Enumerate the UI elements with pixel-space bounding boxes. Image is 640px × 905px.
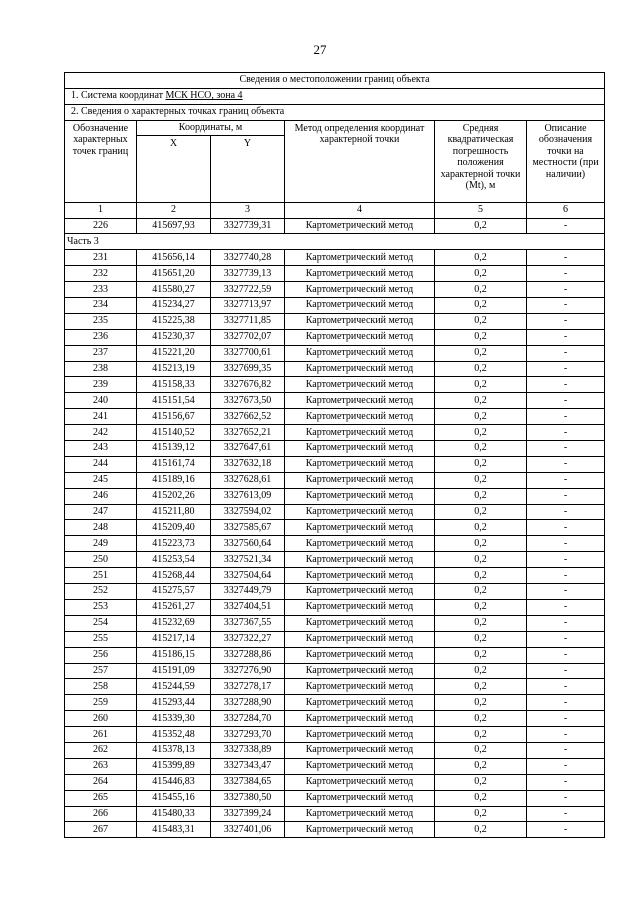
table-row [65, 568, 605, 584]
table-cell: - [527, 250, 605, 266]
table-row [65, 742, 605, 758]
table-cell: 4 [285, 202, 435, 218]
table-cell: 0,2 [435, 631, 527, 647]
table-cell: - [527, 345, 605, 361]
table-cell: Картометрический метод [285, 456, 435, 472]
table-cell: 0,2 [435, 218, 527, 234]
table-cell: 415158,33 [137, 377, 211, 393]
table-row [65, 790, 605, 806]
table-cell: - [527, 822, 605, 838]
table-cell: 267 [65, 822, 137, 838]
section2-row [65, 104, 605, 120]
table-cell: - [527, 456, 605, 472]
table-cell: 266 [65, 806, 137, 822]
table-cell: 3327278,17 [211, 679, 285, 695]
table-cell: 236 [65, 329, 137, 345]
table-cell: - [527, 790, 605, 806]
table-cell: - [527, 774, 605, 790]
table-cell: - [527, 631, 605, 647]
table-row [65, 647, 605, 663]
table-cell: 3327293,70 [211, 727, 285, 743]
table-cell: 3327739,13 [211, 266, 285, 282]
part-label: Часть 3 [65, 234, 605, 250]
table-cell: 3327288,86 [211, 647, 285, 663]
table-row [65, 584, 605, 600]
coordinate-system-label: 1. Система координат [71, 90, 166, 102]
table-cell: 3327585,67 [211, 520, 285, 536]
table-cell: 415221,20 [137, 345, 211, 361]
table-cell: 246 [65, 488, 137, 504]
table-cell: - [527, 663, 605, 679]
table-cell: Картометрический метод [285, 742, 435, 758]
table-row [65, 711, 605, 727]
table-cell: 3327647,61 [211, 441, 285, 457]
table-cell: 3327380,50 [211, 790, 285, 806]
table-row [65, 298, 605, 314]
table-cell: Картометрический метод [285, 774, 435, 790]
table-cell: 0,2 [435, 409, 527, 425]
table-cell: Картометрический метод [285, 758, 435, 774]
table-cell: 6 [527, 202, 605, 218]
table-cell: 261 [65, 727, 137, 743]
table-cell: 3327652,21 [211, 425, 285, 441]
table-row [65, 504, 605, 520]
table-cell: Картометрический метод [285, 441, 435, 457]
table-row [65, 774, 605, 790]
table-cell: 0,2 [435, 472, 527, 488]
page-number: 27 [313, 42, 327, 57]
table-row [65, 409, 605, 425]
table-cell: 241 [65, 409, 137, 425]
table-cell: - [527, 361, 605, 377]
table-row [65, 425, 605, 441]
table-cell: 3327367,55 [211, 615, 285, 631]
table-cell: 244 [65, 456, 137, 472]
column-numbers-row [65, 202, 605, 218]
header-point: Обозначение характерных точек границ [65, 120, 137, 202]
table-cell: 265 [65, 790, 137, 806]
table-cell: 0,2 [435, 599, 527, 615]
table-row [65, 727, 605, 743]
table-cell: 415161,74 [137, 456, 211, 472]
table-cell: - [527, 727, 605, 743]
table-row [65, 663, 605, 679]
table-row [65, 488, 605, 504]
table-cell: 3327673,50 [211, 393, 285, 409]
table-cell: 0,2 [435, 377, 527, 393]
table-cell: - [527, 472, 605, 488]
boundary-points-table [64, 72, 605, 838]
header-row-1 [65, 120, 605, 135]
table-cell: - [527, 615, 605, 631]
header-y: Y [211, 135, 285, 202]
header-description: Описание обозначения точки на местности (при наличии) [527, 120, 605, 202]
table-cell: - [527, 441, 605, 457]
table-cell: 3327662,52 [211, 409, 285, 425]
table-cell: Картометрический метод [285, 790, 435, 806]
table-cell: 415378,13 [137, 742, 211, 758]
table-row [65, 266, 605, 282]
table-body [65, 73, 605, 838]
table-cell: 3327739,31 [211, 218, 285, 234]
table-cell: Картометрический метод [285, 488, 435, 504]
table-cell: 258 [65, 679, 137, 695]
table-cell: 3327702,07 [211, 329, 285, 345]
table-cell: 0,2 [435, 742, 527, 758]
table-cell: - [527, 425, 605, 441]
table-cell: Картометрический метод [285, 647, 435, 663]
table-cell: 0,2 [435, 663, 527, 679]
table-row [65, 806, 605, 822]
table-cell: - [527, 298, 605, 314]
table-cell: 0,2 [435, 504, 527, 520]
table-cell: 3327699,35 [211, 361, 285, 377]
table-row [65, 456, 605, 472]
table-cell: 3327504,64 [211, 568, 285, 584]
table-cell: 264 [65, 774, 137, 790]
table-cell: 415151,54 [137, 393, 211, 409]
table-cell: 253 [65, 599, 137, 615]
table-cell: 3327401,06 [211, 822, 285, 838]
table-cell: 415446,83 [137, 774, 211, 790]
table-cell: 3327740,28 [211, 250, 285, 266]
table-cell: 415217,14 [137, 631, 211, 647]
table-cell: 255 [65, 631, 137, 647]
table-cell: Картометрический метод [285, 552, 435, 568]
table-cell: - [527, 552, 605, 568]
table-cell: 415480,33 [137, 806, 211, 822]
table-cell: 263 [65, 758, 137, 774]
table-row [65, 758, 605, 774]
table-cell: 0,2 [435, 282, 527, 298]
table-row [65, 313, 605, 329]
table-cell: 3327700,61 [211, 345, 285, 361]
table-row [65, 695, 605, 711]
table-cell: 3327338,89 [211, 742, 285, 758]
table-cell: 415244,59 [137, 679, 211, 695]
table-cell: 415234,27 [137, 298, 211, 314]
table-cell: - [527, 711, 605, 727]
table-row [65, 218, 605, 234]
header-coords: Координаты, м [137, 120, 285, 135]
table-cell: 0,2 [435, 266, 527, 282]
table-cell: 415399,89 [137, 758, 211, 774]
table-cell: Картометрический метод [285, 520, 435, 536]
table-cell: 415230,37 [137, 329, 211, 345]
table-cell: 3327632,18 [211, 456, 285, 472]
table-cell: 256 [65, 647, 137, 663]
table-cell: 3327404,51 [211, 599, 285, 615]
table-cell: Картометрический метод [285, 282, 435, 298]
table-cell: 2 [137, 202, 211, 218]
table-cell: 0,2 [435, 806, 527, 822]
table-cell: Картометрический метод [285, 298, 435, 314]
table-cell: 0,2 [435, 488, 527, 504]
table-cell: 3327284,70 [211, 711, 285, 727]
table-cell: 415211,80 [137, 504, 211, 520]
table-cell: 249 [65, 536, 137, 552]
table-row [65, 552, 605, 568]
table-cell: Картометрический метод [285, 536, 435, 552]
table-row [65, 822, 605, 838]
table-cell: 3327628,61 [211, 472, 285, 488]
table-cell: 245 [65, 472, 137, 488]
table-cell: 3327594,02 [211, 504, 285, 520]
table-cell: Картометрический метод [285, 329, 435, 345]
table-cell: Картометрический метод [285, 345, 435, 361]
table-cell: 251 [65, 568, 137, 584]
table-cell: - [527, 536, 605, 552]
table-cell: 232 [65, 266, 137, 282]
table-cell: Картометрический метод [285, 425, 435, 441]
table-cell: Картометрический метод [285, 727, 435, 743]
table-cell: Картометрический метод [285, 393, 435, 409]
points-section-title: 2. Сведения о характерных точках границ объекта [65, 104, 605, 120]
table-cell: 260 [65, 711, 137, 727]
table-cell: 0,2 [435, 361, 527, 377]
table-cell: 243 [65, 441, 137, 457]
table-cell: - [527, 679, 605, 695]
table-cell: 3327343,47 [211, 758, 285, 774]
table-cell: 3327288,90 [211, 695, 285, 711]
table-cell: 415223,73 [137, 536, 211, 552]
table-cell: 0,2 [435, 552, 527, 568]
table-cell: 0,2 [435, 679, 527, 695]
table-cell: 234 [65, 298, 137, 314]
table-cell: 0,2 [435, 758, 527, 774]
table-cell: Картометрический метод [285, 377, 435, 393]
table-cell: 0,2 [435, 647, 527, 663]
table-cell: 226 [65, 218, 137, 234]
table-cell: Картометрический метод [285, 822, 435, 838]
table-cell: - [527, 758, 605, 774]
table-cell: 415140,52 [137, 425, 211, 441]
table-cell: 3327384,65 [211, 774, 285, 790]
table-cell: 415186,15 [137, 647, 211, 663]
table-cell: Картометрический метод [285, 409, 435, 425]
table-cell: 3 [211, 202, 285, 218]
table-cell: - [527, 488, 605, 504]
table-cell: 415225,38 [137, 313, 211, 329]
table-cell: - [527, 266, 605, 282]
table-cell: - [527, 647, 605, 663]
table-cell: 415189,16 [137, 472, 211, 488]
section1-row [65, 88, 605, 104]
table-cell: 0,2 [435, 441, 527, 457]
table-row [65, 520, 605, 536]
table-cell: - [527, 584, 605, 600]
coordinate-system [65, 88, 605, 104]
table-row [65, 377, 605, 393]
table-cell: 0,2 [435, 727, 527, 743]
table-cell: 415352,48 [137, 727, 211, 743]
table-cell: 0,2 [435, 568, 527, 584]
table-cell: Картометрический метод [285, 631, 435, 647]
table-cell: 415651,20 [137, 266, 211, 282]
table-cell: 415268,44 [137, 568, 211, 584]
table-cell: 259 [65, 695, 137, 711]
header-method: Метод определения координат характерной точки [285, 120, 435, 202]
table-cell: 3327521,34 [211, 552, 285, 568]
table-cell: - [527, 409, 605, 425]
table-cell: 254 [65, 615, 137, 631]
table-cell: - [527, 806, 605, 822]
table-row [65, 393, 605, 409]
table-cell: 0,2 [435, 313, 527, 329]
table-cell: - [527, 599, 605, 615]
table-row [65, 536, 605, 552]
table-cell: 235 [65, 313, 137, 329]
coordinate-system-value: МСК НСО, зона 4 [165, 90, 243, 102]
table-cell: 415139,12 [137, 441, 211, 457]
table-cell: - [527, 393, 605, 409]
table-cell: 5 [435, 202, 527, 218]
table-cell: 415275,57 [137, 584, 211, 600]
table-cell: 0,2 [435, 822, 527, 838]
table-cell: 0,2 [435, 298, 527, 314]
table-cell: - [527, 568, 605, 584]
table-cell: 415253,54 [137, 552, 211, 568]
table-cell: 238 [65, 361, 137, 377]
table-cell: 0,2 [435, 615, 527, 631]
table-cell: 3327676,82 [211, 377, 285, 393]
table-cell: Картометрический метод [285, 361, 435, 377]
table-cell: 3327711,85 [211, 313, 285, 329]
table-cell: 415191,09 [137, 663, 211, 679]
table-cell: 0,2 [435, 774, 527, 790]
table-row [65, 631, 605, 647]
table-cell: - [527, 329, 605, 345]
table-cell: - [527, 282, 605, 298]
table-cell: 415339,30 [137, 711, 211, 727]
table-cell: 3327399,24 [211, 806, 285, 822]
table-cell: - [527, 742, 605, 758]
table-cell: 0,2 [435, 345, 527, 361]
table-cell: 239 [65, 377, 137, 393]
table-cell: 415213,19 [137, 361, 211, 377]
table-cell: Картометрический метод [285, 266, 435, 282]
table-cell: 3327560,64 [211, 536, 285, 552]
table-cell: 415656,14 [137, 250, 211, 266]
table-cell: - [527, 504, 605, 520]
table-row [65, 441, 605, 457]
table-cell: - [527, 313, 605, 329]
table-cell: Картометрический метод [285, 584, 435, 600]
table-cell: Картометрический метод [285, 679, 435, 695]
table-cell: 3327276,90 [211, 663, 285, 679]
table-cell: 3327613,09 [211, 488, 285, 504]
table-row [65, 361, 605, 377]
table-cell: 415202,26 [137, 488, 211, 504]
table-row [65, 679, 605, 695]
table-row [65, 329, 605, 345]
table-row [65, 615, 605, 631]
table-cell: 262 [65, 742, 137, 758]
table-row [65, 282, 605, 298]
table-cell: Картометрический метод [285, 472, 435, 488]
table-title-row [65, 73, 605, 89]
table-cell: 240 [65, 393, 137, 409]
table-cell: 233 [65, 282, 137, 298]
table-cell: 415209,40 [137, 520, 211, 536]
table-cell: 3327722,59 [211, 282, 285, 298]
table-cell: 415580,27 [137, 282, 211, 298]
table-cell: 0,2 [435, 456, 527, 472]
table-row [65, 250, 605, 266]
table-cell: - [527, 218, 605, 234]
table-cell: - [527, 695, 605, 711]
table-cell: Картометрический метод [285, 218, 435, 234]
table-cell: 0,2 [435, 790, 527, 806]
table-cell: 0,2 [435, 520, 527, 536]
table-cell: Картометрический метод [285, 568, 435, 584]
table-cell: Картометрический метод [285, 711, 435, 727]
table-cell: Картометрический метод [285, 663, 435, 679]
table-cell: 415232,69 [137, 615, 211, 631]
table-cell: 242 [65, 425, 137, 441]
table-cell: 415156,67 [137, 409, 211, 425]
table-cell: Картометрический метод [285, 250, 435, 266]
table-cell: Картометрический метод [285, 599, 435, 615]
table-cell: Картометрический метод [285, 695, 435, 711]
table-cell: 247 [65, 504, 137, 520]
table-cell: - [527, 377, 605, 393]
header-error: Средняя квадратическая погрешность положения характерной точки (Mt), м [435, 120, 527, 202]
table-cell: 231 [65, 250, 137, 266]
table-cell: 248 [65, 520, 137, 536]
table-cell: 1 [65, 202, 137, 218]
table-row [65, 599, 605, 615]
table-cell: 3327322,27 [211, 631, 285, 647]
table-cell: 0,2 [435, 584, 527, 600]
table-cell: 3327713,97 [211, 298, 285, 314]
table-cell: 257 [65, 663, 137, 679]
table-cell: Картометрический метод [285, 615, 435, 631]
table-cell: 250 [65, 552, 137, 568]
table-cell: 415697,93 [137, 218, 211, 234]
table-cell: 415261,27 [137, 599, 211, 615]
table-cell: 415455,16 [137, 790, 211, 806]
table-cell: - [527, 520, 605, 536]
header-x: X [137, 135, 211, 202]
part-row [65, 234, 605, 250]
table-cell: 3327449,79 [211, 584, 285, 600]
table-cell: Картометрический метод [285, 313, 435, 329]
table-cell: 252 [65, 584, 137, 600]
table-cell: 415483,31 [137, 822, 211, 838]
table-cell: Картометрический метод [285, 806, 435, 822]
table-row [65, 345, 605, 361]
table-cell: 0,2 [435, 329, 527, 345]
table-title: Сведения о местоположении границ объекта [65, 73, 605, 89]
table-cell: 0,2 [435, 536, 527, 552]
table-cell: 0,2 [435, 393, 527, 409]
table-cell: 237 [65, 345, 137, 361]
table-cell: 0,2 [435, 250, 527, 266]
table-cell: 0,2 [435, 711, 527, 727]
table-cell: 0,2 [435, 695, 527, 711]
table-cell: 0,2 [435, 425, 527, 441]
table-cell: Картометрический метод [285, 504, 435, 520]
table-cell: 415293,44 [137, 695, 211, 711]
table-row [65, 472, 605, 488]
